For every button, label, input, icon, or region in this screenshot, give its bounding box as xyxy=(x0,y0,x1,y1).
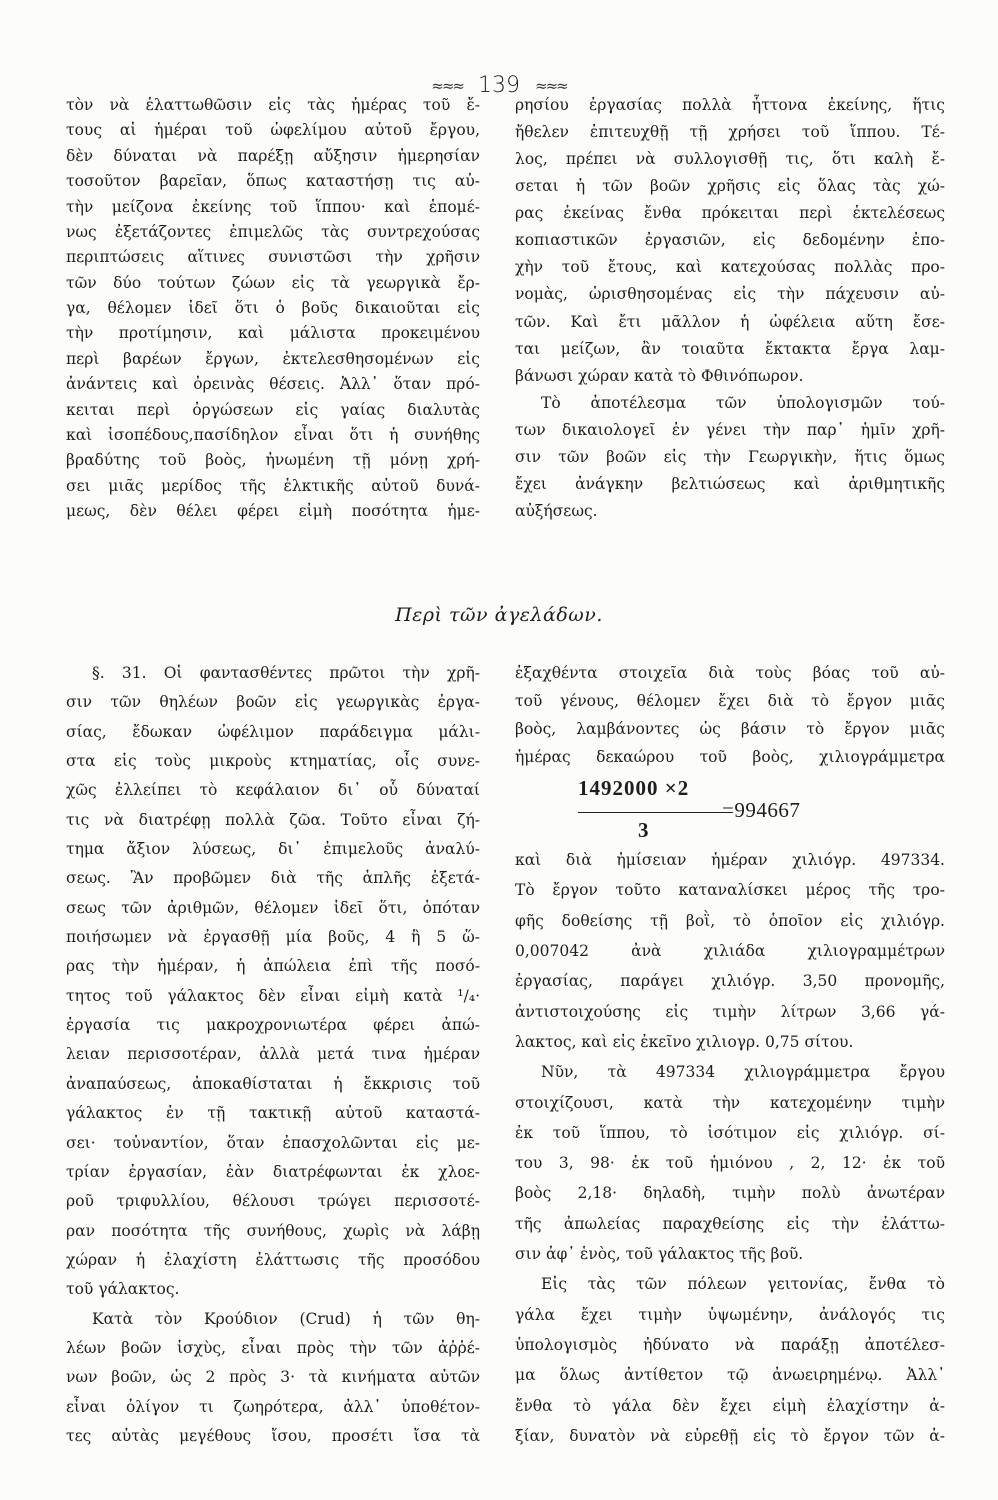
text-line: δὲν δύναται νὰ παρέξῃ αὔξησιν ἡμερησίαν xyxy=(66,146,480,165)
text-line: ἀνάντεις καὶ ὀρεινὰς θέσεις. Ἀλλ᾽ ὅταν πρό- xyxy=(66,375,480,394)
text-line: κειται περὶ ὀργώσεων εἰς γαίας διαλυτὰς xyxy=(66,400,480,419)
text-line: καὶ ἰσοπέδους,πασίδηλον εἶναι ὅτι ἡ συνήθης xyxy=(66,425,480,444)
text-line: εἶναι ὀλίγον τι ζωηρότερα, ἀλλ᾽ ὑποθέτον- xyxy=(66,1397,480,1416)
text-line: στα εἰς τοὺς μικροὺς κτηματίας, οἷς συνε- xyxy=(66,752,480,771)
text-line: ρησίου ἐργασίας πολλὰ ἧττονα ἐκείνης, ἥτις xyxy=(515,96,945,114)
text-line: νως ἐξετάζοντες ἐπιμελῶς τὰς συντρεχούσας xyxy=(66,222,480,241)
text-line: ἐκ τοῦ ἵππου, τὸ ἰσότιμον εἰς χιλιόγρ. σί- xyxy=(515,1123,945,1142)
text-line: τις νὰ διατρέφῃ πολλὰ ζῶα. Τοῦτο εἶναι ζή- xyxy=(66,810,480,829)
text-line: σίας, ἔδωκαν ὠφέλιμον παράδειγμα μάλι- xyxy=(66,722,480,741)
text-line: ἐργασία τις μακροχρονιωτέρα φέρει ἀπώ- xyxy=(66,1016,480,1035)
text-line: σιν τῶν βοῶν εἰς τὴν Γεωργικὴν, ἥτις ὅμως xyxy=(515,447,945,466)
text-line: ἐξαχθέντα στοιχεῖα διὰ τοὺς βόας τοῦ αὐ- xyxy=(515,664,945,682)
text-line: χώραν ἡ ἐλαχίστη ἐλάττωσις τῆς προσόδου xyxy=(66,1250,480,1269)
text-line: Εἰς τὰς τῶν πόλεων γειτονίας, ἔνθα τὸ xyxy=(541,1275,945,1294)
text-line: τὴν προτίμησιν, καὶ μάλιστα προκειμένου xyxy=(66,324,480,343)
text-line: σεται ἡ τῶν βοῶν χρῆσις εἰς ὅλας τὰς χώ- xyxy=(515,177,945,196)
text-line: Τὸ ἀποτέλεσμα τῶν ὑπολογισμῶν τού- xyxy=(541,393,945,412)
bottom-right-column-lower xyxy=(515,849,945,1447)
ornament-left-icon: ≈≈≈ xyxy=(431,77,463,95)
text-line: σει· τοὐναντίον, ὅταν ἐπασχολῶνται εἰς με- xyxy=(66,1133,480,1152)
text-line: λέων βοῶν ἰσχὺς, εἶναι πρὸς τὴν τῶν ἀῤῥέ- xyxy=(66,1338,480,1357)
text-line: των δικαιολογεῖ ἐν γένει τὴν παρ᾽ ἡμῖν χρῆ- xyxy=(515,420,945,439)
text-line: τῆς ἀπωλείας παραχθείσης εἰς τὴν ἐλάττω- xyxy=(515,1214,945,1233)
text-line: ραν ποσότητα τῆς συνήθους, χωρὶς νὰ λάβῃ xyxy=(66,1221,480,1240)
text-line: ται μείζων, ἂν τοιαῦτα ἔκτακτα ἔργα λαμ- xyxy=(515,339,945,358)
text-line: Τὸ ἔργον τοῦτο καταναλίσκει μέρος τῆς τρο- xyxy=(515,881,945,900)
text-line: τοῦ γάλακτος. xyxy=(66,1280,180,1299)
text-line: τητος τοῦ γάλακτος δὲν εἶναι εἰμὴ κατὰ ¹/₄· xyxy=(66,986,480,1005)
text-line: καὶ διὰ ἡμίσειαν ἡμέραν χιλιόγρ. 497334. xyxy=(515,851,945,869)
top-right-column xyxy=(515,94,945,522)
text-line: §. 31. Οἱ φαντασθέντες πρῶτοι τὴν χρῆ- xyxy=(92,664,480,682)
text-line: ὑπολογισμὸς ἠδύνατο νὰ παράξῃ ἀποτέλεσ- xyxy=(515,1336,945,1354)
text-line: αὐξήσεως. xyxy=(515,501,598,520)
text-line: του 3, 98· ἐκ τοῦ ἡμιόνου , 2, 12· ἐκ τοῦ xyxy=(515,1154,945,1173)
text-line: χῶς ἐλλείπει τὸ κεφάλαιον δι᾽ οὗ δύναταί xyxy=(66,781,480,800)
text-line: στοιχίζουσι, κατὰ τὴν κατεχομένην τιμὴν xyxy=(515,1093,945,1112)
text-line: λακτος, καὶ εἰς ἐκεῖνο χιλιογρ. 0,75 σίτου. xyxy=(515,1032,854,1051)
formula-result: =994667 xyxy=(722,798,801,822)
text-line: σιν τῶν θηλέων βοῶν εἰς γεωργικὰς ἐργα- xyxy=(66,693,480,712)
text-line: ἀντιστοιχούσης εἰς τιμὴν λίτρων 3,66 γά- xyxy=(515,1002,945,1021)
page-number: 139 xyxy=(478,73,520,98)
text-line: τρίαν ἐργασίαν, ἐὰν διατρέφωνται ἐκ χλοε- xyxy=(66,1162,480,1181)
text-line: τους αἱ ἡμέραι τοῦ ὠφελίμου αὐτοῦ ἔργου, xyxy=(66,121,480,140)
text-line: γάλα ἔχει τιμὴν ὑψωμένην, ἀνάλογός τις xyxy=(515,1305,945,1324)
text-line: ποιήσωμεν νὰ ἐργασθῇ μία βοῦς, 4 ἢ 5 ὥ- xyxy=(66,928,480,947)
text-line: βοὸς 2,18· δηλαδὴ, τιμὴν πολὺ ἀνωτέραν xyxy=(515,1184,945,1203)
text-line: ἤθελεν ἐπιτευχθῇ τῇ χρήσει τοῦ ἵππου. Τέ- xyxy=(515,123,945,142)
text-line: βοὸς, λαμβάνοντες ὡς βάσιν τὸ ἔργον μιᾶς xyxy=(515,720,945,738)
text-line: τὸν νὰ ἐλαττωθῶσιν εἰς τὰς ἡμέρας τοῦ ἔ- xyxy=(66,96,480,114)
text-line: κοπιαστικῶν ἐργασιῶν, εἰς δεδομένην ἐπο- xyxy=(515,231,945,250)
text-line: τημα ἄξιον λύσεως, δι᾽ ἐπιμελοῦς ἀναλύ- xyxy=(66,840,480,859)
text-line: σει μιᾶς μερίδος τῆς ἑλκτικῆς αὐτοῦ δυνά- xyxy=(66,476,480,495)
text-line: μεως, δὲν θέλει φέρει εἰμὴ ποσότητα ἡμε- xyxy=(66,502,480,520)
text-line: ξίαν, δυνατὸν νὰ εὑρεθῇ εἰς τὸ ἔργον τῶν ἀ- xyxy=(515,1426,945,1445)
text-line: λειαν περισσοτέραν, ἀλλὰ μετά τινα ἡμέραν xyxy=(66,1045,480,1064)
text-line: ἀναπαύσεως, ἀποκαθίσταται ἡ ἔκκρισις τοῦ xyxy=(66,1074,480,1093)
text-line: ροῦ τριφυλλίου, θέλουσι τρώγει περισσοτέ- xyxy=(66,1192,480,1211)
text-line: 0,007042 ἀνὰ χιλιάδα χιλιογραμμέτρων xyxy=(515,941,945,960)
text-line: χὴν τοῦ ἔτους, καὶ κατεχούσας πολλὰς προ- xyxy=(515,258,945,277)
text-line: ἐργασίας, παράγει χιλιόγρ. 3,50 προνομῆς, xyxy=(515,972,945,991)
top-left-column xyxy=(66,94,480,522)
ornament-right-icon: ≈≈≈ xyxy=(535,77,567,95)
text-line: σεως. Ἂν προβῶμεν διὰ τῆς ἁπλῆς ἐξετά- xyxy=(66,869,480,888)
text-line: ρας ἐκείνας ἔνθα πρόκειται περὶ ἐκτελέσεως xyxy=(515,204,945,223)
text-line: τῶν. Καὶ ἔτι μᾶλλον ἡ ὠφέλεια αὕτη ἔσε- xyxy=(515,312,945,331)
text-line: νομὰς, ὡρισθησομένας εἰς τὴν πάχευσιν αὐ- xyxy=(515,285,945,304)
text-line: ἔχει ἀνάγκην βελτιώσεως καὶ ἀριθμητικῆς xyxy=(515,474,945,493)
formula-numerator: 1492000 ×2 xyxy=(578,776,690,800)
text-line: μα ὅλως ἀντίθετον τῷ ἀνωειρημένῳ. Ἀλλ᾽ xyxy=(515,1366,945,1385)
text-line: σιν ἀφ᾽ ἑνὸς, τοῦ γάλακτος τῆς βοῦ. xyxy=(515,1245,804,1264)
fraction-bar xyxy=(578,812,723,813)
formula-denominator: 3 xyxy=(638,818,649,842)
text-line: Νῦν, τὰ 497334 χιλιογράμμετρα ἔργου xyxy=(541,1063,945,1082)
bottom-left-column xyxy=(66,662,480,1447)
text-line: γάλακτος ἐν τῇ τακτικῇ αὐτοῦ καταστά- xyxy=(66,1104,480,1123)
section-heading: Περὶ τῶν ἀγελάδων. xyxy=(395,604,603,626)
text-line: τες αὐτὰς μεγέθους ἴσου, προσέτι ἴσα τὰ xyxy=(66,1426,480,1445)
text-line: τοῦ γένους, θέλομεν ἔχει διὰ τὸ ἔργον μιᾶς xyxy=(515,692,945,710)
text-line: ἡμέρας δεκαώρου τοῦ βοὸς, χιλιογράμμετρα xyxy=(515,748,945,766)
text-line: βάνωσι χώραν κατὰ τὸ Φθινόπωρον. xyxy=(515,366,804,385)
text-line: Κατὰ τὸν Κρούδιον (Crud) ἡ τῶν θη- xyxy=(92,1309,480,1328)
text-line: τοσοῦτον βαρεῖαν, ὅπως καταστήσῃ τις αὐ- xyxy=(66,172,480,191)
text-line: περιπτώσεις αἵτινες συνιστῶσι τὴν χρῆσιν xyxy=(66,248,480,267)
bottom-right-column-upper xyxy=(515,662,945,768)
text-line: ἔνθα τὸ γάλα δὲν ἔχει εἰμὴ ἐλαχίστην ἀ- xyxy=(515,1396,945,1415)
text-line: ρας τὴν ἡμέραν, ἡ ἀπώλεια ἐπὶ τῆς ποσό- xyxy=(66,957,480,976)
text-line: γα, θέλομεν ἰδεῖ ὅτι ὁ βοῦς δικαιοῦται εἰς xyxy=(66,299,480,317)
text-line: τὴν μείζονα ἐκείνης τοῦ ἵππου· καὶ ἑπομέ- xyxy=(66,197,480,216)
text-line: λος, πρέπει νὰ συλλογισθῇ τις, ὅτι καλὴ ἔ- xyxy=(515,150,945,169)
text-line: βραδύτης τοῦ βοὸς, ἠνωμένη τῇ μόνῃ χρή- xyxy=(66,451,480,470)
text-line: νων βοῶν, ὡς 2 πρὸς 3· τὰ κινήματα αὐτῶν xyxy=(66,1368,480,1387)
text-line: σεως τῶν ἀριθμῶν, θέλομεν ἰδεῖ ὅτι, ὁπόταν xyxy=(66,898,480,917)
text-line: φῆς δοθείσης τῇ βοῒ, τὸ ὁποῖον εἰς χιλιόγρ. xyxy=(515,911,945,930)
text-line: περὶ βαρέων ἔργων, ἐκτελεσθησομένων εἰς xyxy=(66,349,480,368)
formula xyxy=(570,776,830,846)
text-line: τῶν δύο τούτων ζώων εἰς τὰ γεωργικὰ ἔρ- xyxy=(66,273,480,292)
